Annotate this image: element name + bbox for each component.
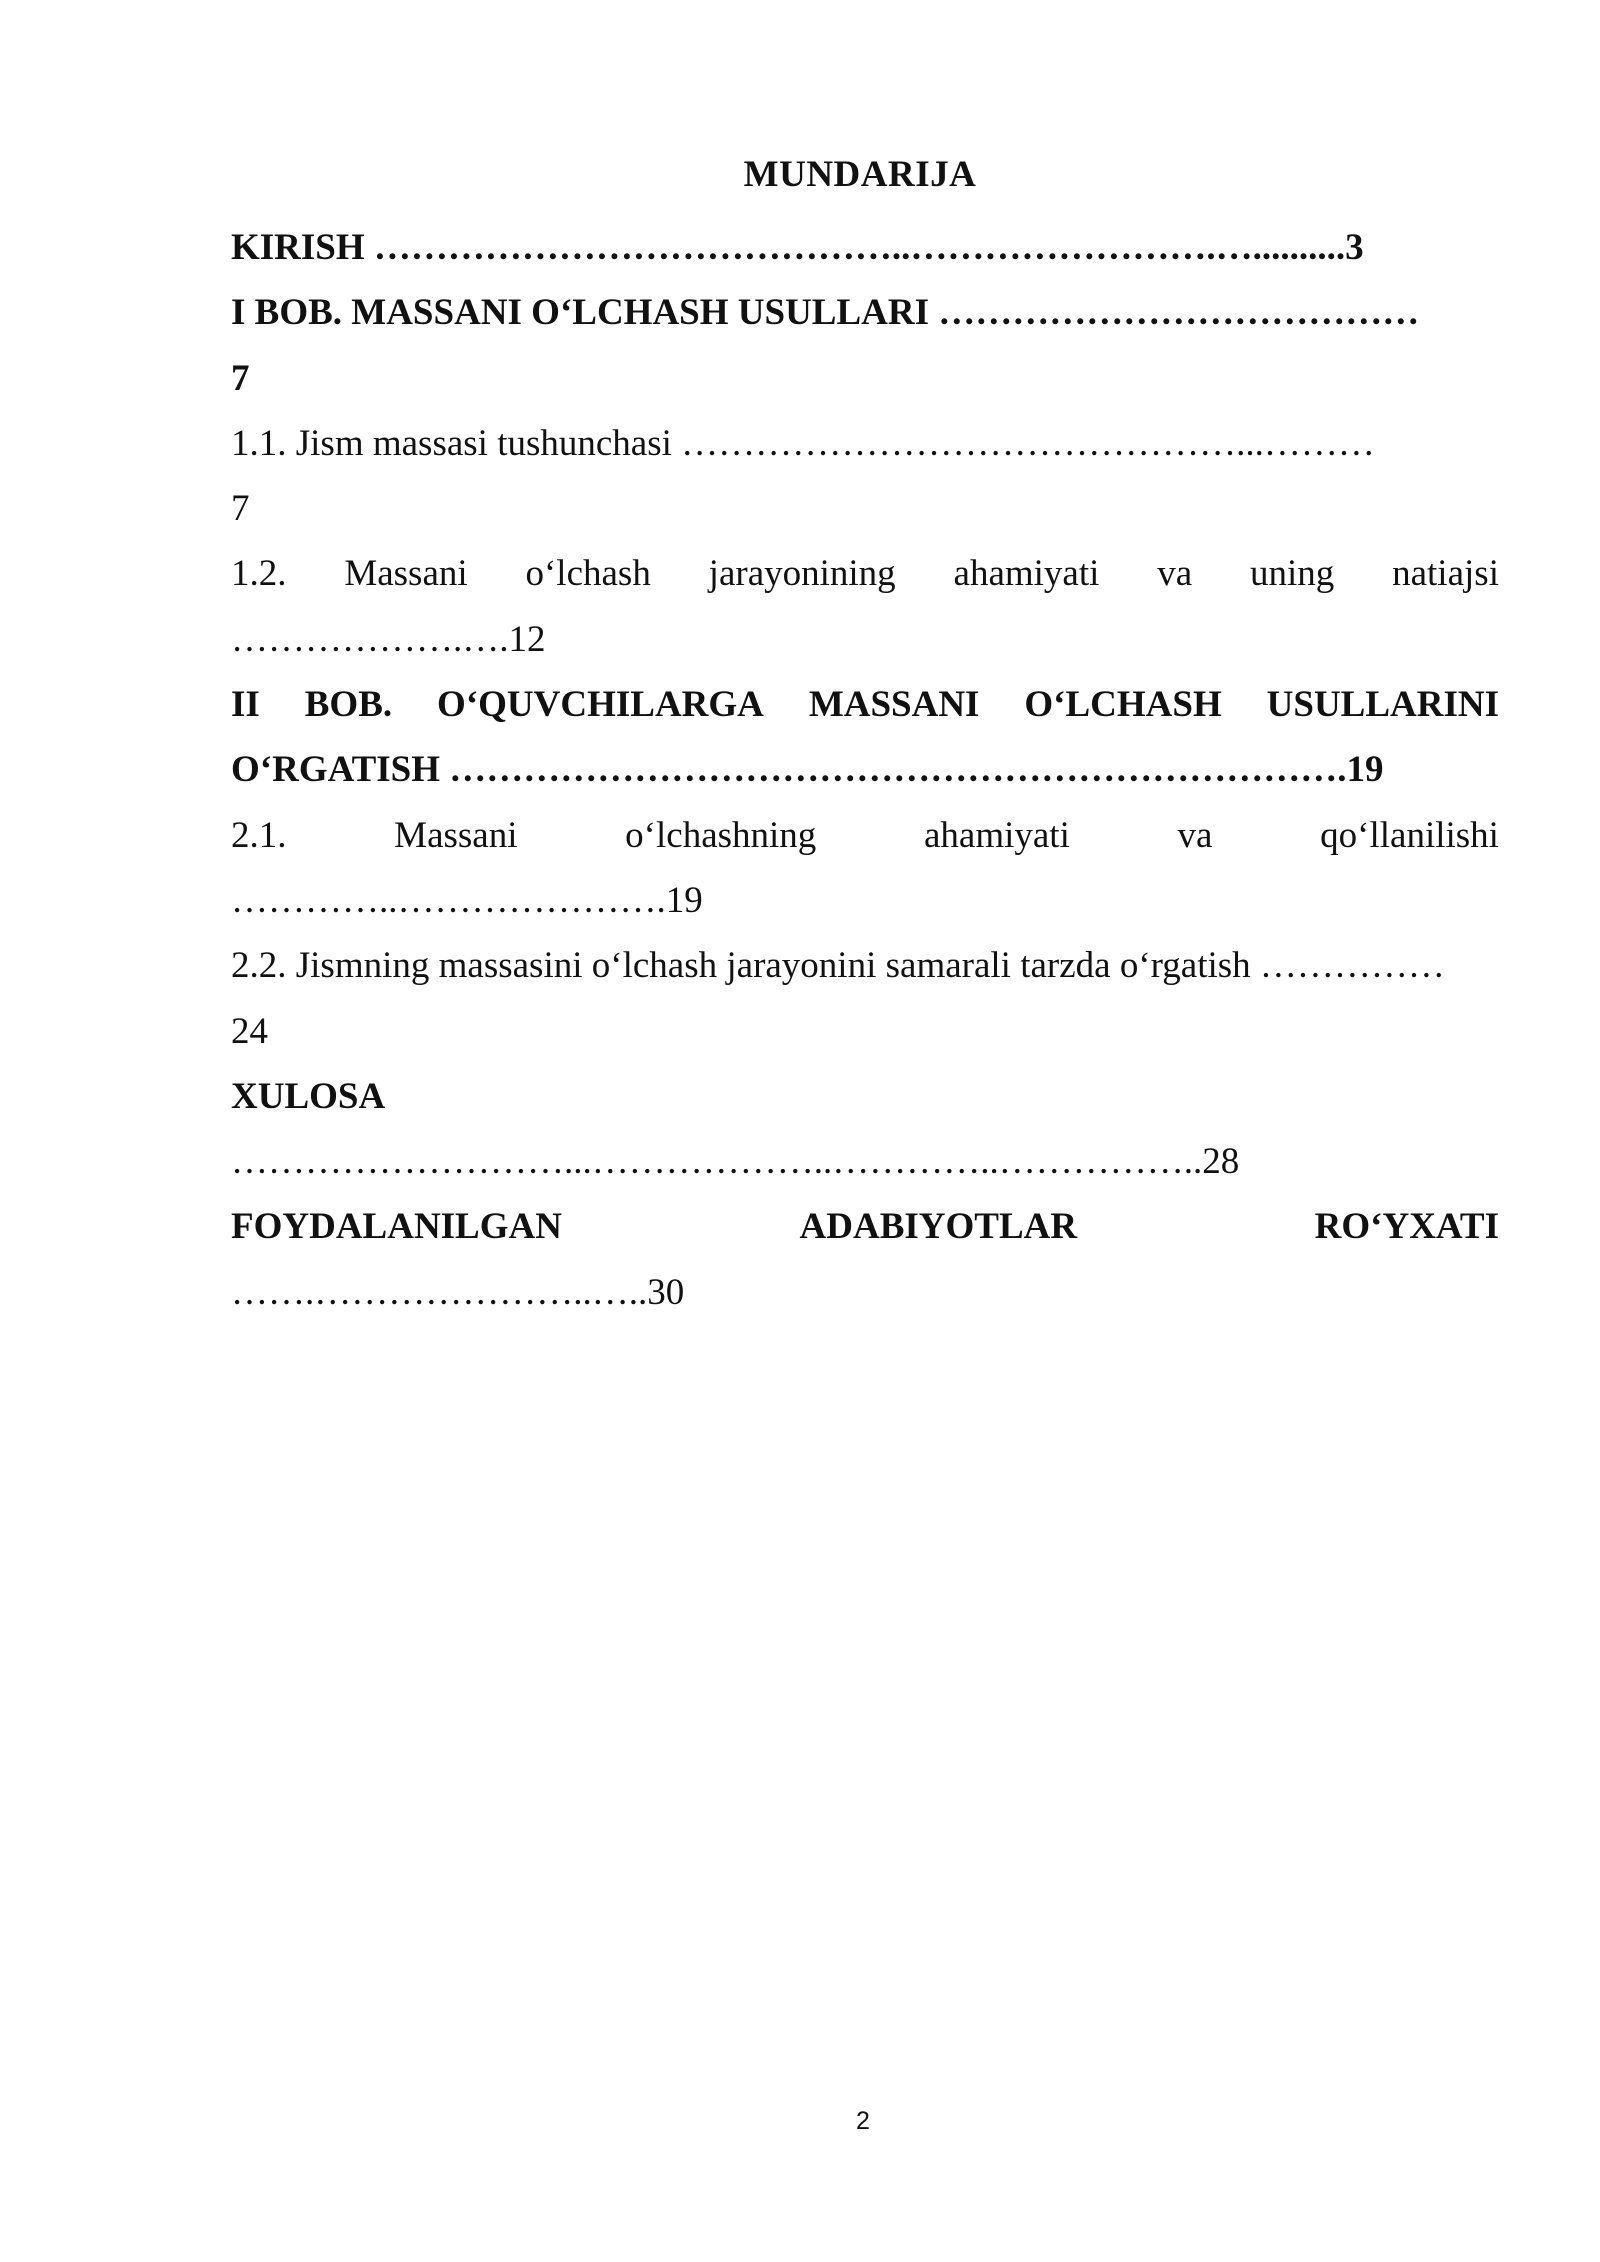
toc-word: natiajsi (1392, 553, 1499, 595)
toc-word: BOB. (304, 684, 393, 726)
toc-entry-xulosa-page: ………………………...………………..…………..……………..28 (231, 1141, 1240, 1183)
toc-word: o‘lchash (525, 553, 651, 595)
toc-word: Massani (344, 553, 468, 595)
toc-word: ADABIYOTLAR (799, 1206, 1078, 1248)
toc-entry-kirish-text: KIRISH ……………………………………..…………………….…..........3 (231, 227, 1364, 268)
toc-word: II (231, 684, 260, 726)
toc-word: va (1177, 814, 1213, 856)
toc-entry-1-1: 1.1. Jism massasi tushunchasi ………………………………………...……… (231, 422, 1375, 464)
toc-word: Massani (394, 814, 518, 856)
toc-word: 2.1. (231, 814, 287, 856)
toc-word: o‘lchashning (625, 814, 817, 856)
toc-word: USULLARINI (1266, 684, 1499, 726)
toc-word: ahamiyati (923, 814, 1070, 856)
toc-word: O‘LCHASH (1024, 684, 1222, 726)
toc-entry-bob1-page: 7 (231, 357, 250, 399)
toc-word: RO‘YXATI (1314, 1206, 1499, 1248)
toc-entry-2-2: 2.2. Jismning massasini o‘lchash jarayonini samarali tarzda o‘rgatish …………… (231, 945, 1445, 987)
toc-entry-bob2 (231, 672, 1499, 737)
toc-entry-bob1: I BOB. MASSANI O‘LCHASH USULLARI ………………………………… (231, 292, 1420, 334)
toc-entry-bob2-page: O‘RGATISH ……………………………………………………………….19 (231, 749, 1384, 791)
page-number: 2 (856, 2107, 870, 2135)
toc-entry-foydalanilgan-page: …….…………………..…..30 (231, 1271, 685, 1313)
toc-word: MASSANI (808, 684, 980, 726)
toc-entry-1-2 (231, 541, 1499, 606)
toc-title: MUNDARIJA (743, 154, 977, 195)
toc-word: 1.2. (231, 553, 287, 595)
toc-word: uning (1250, 553, 1335, 595)
table-of-contents (231, 215, 1499, 1325)
toc-word: va (1157, 553, 1193, 595)
toc-entry-2-1-page: …………..………………….19 (231, 879, 703, 921)
toc-entry-2-1 (231, 803, 1499, 868)
toc-entry-1-2-page: ……………….….12 (231, 618, 546, 660)
toc-word: FOYDALANILGAN (231, 1206, 562, 1248)
toc-entry-foydalanilgan (231, 1194, 1499, 1259)
toc-entry-kirish (231, 215, 1499, 280)
toc-word: O‘QUVCHILARGA (437, 684, 764, 726)
toc-entry-1-1-page: 7 (231, 488, 250, 530)
toc-entry-2-2-page: 24 (231, 1010, 268, 1052)
toc-word: jarayonining (708, 553, 896, 595)
toc-word: ahamiyati (953, 553, 1100, 595)
toc-word: qo‘llanilishi (1320, 814, 1499, 856)
toc-entry-xulosa: XULOSA (231, 1075, 386, 1117)
